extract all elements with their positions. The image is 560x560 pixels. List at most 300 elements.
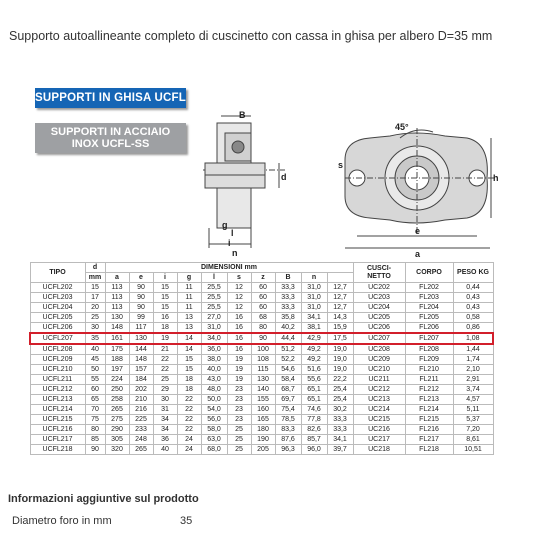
table-cell: 12,7 [327,293,353,303]
table-cell: 113 [105,303,129,313]
subheader-s: s [227,273,251,283]
table-cell: 5,11 [453,405,493,415]
table-cell: 14 [177,333,201,344]
label-e: e [415,226,421,236]
table-row [30,365,493,375]
table-cell: 202 [129,385,153,395]
supporti-acciaio-inox-button[interactable] [35,123,186,153]
table-cell: 25 [85,313,105,323]
table-cell: 157 [129,365,153,375]
table-cell: 33,3 [275,293,301,303]
table-cell: 8,61 [453,435,493,445]
table-cell: UCFL212 [30,385,85,395]
supporti-ghisa-button[interactable]: SUPPORTI IN GHISA UCFL [35,88,186,108]
info-diametro-value: 35 [180,515,193,527]
table-cell: FL213 [405,395,453,405]
table-cell: FL206 [405,323,453,334]
table-cell: FL205 [405,313,453,323]
table-cell: 320 [105,445,129,455]
table-cell: 60 [251,303,275,313]
table-cell: 78,5 [275,415,301,425]
table-cell: 15,9 [327,323,353,334]
table-cell: 19 [227,355,251,365]
table-cell: 58,4 [275,375,301,385]
table-cell: 250 [105,385,129,395]
table-cell: 49,2 [301,344,327,355]
table-cell: UC212 [353,385,405,395]
table-cell: 3,74 [453,385,493,395]
table-cell: 108 [251,355,275,365]
table-cell: 19,0 [327,355,353,365]
table-cell: 233 [129,425,153,435]
table-cell: 96,0 [301,445,327,455]
table-cell: 30,2 [327,405,353,415]
table-cell: 82,6 [301,425,327,435]
table-cell: 0,44 [453,283,493,293]
table-cell: 33,3 [275,283,301,293]
table-cell: FL216 [405,425,453,435]
header-cuscinetto: CUSCI- NETTO [353,263,405,283]
table-cell: 34,0 [201,333,227,344]
table-cell: 25,5 [201,293,227,303]
table-cell: 184 [129,375,153,385]
table-cell: 36 [153,435,177,445]
table-cell: 51,2 [275,344,301,355]
table-cell: 15 [153,293,177,303]
table-cell: 70 [85,405,105,415]
table-cell: UC211 [353,375,405,385]
table-cell: FL208 [405,344,453,355]
label-a: a [415,249,421,258]
table-cell: UC202 [353,283,405,293]
table-cell: 90 [129,293,153,303]
table-cell: 68 [251,313,275,323]
label-g: g [222,220,228,230]
table-cell: 1,08 [453,333,493,344]
table-cell: 55,6 [301,375,327,385]
table-cell: 16 [227,333,251,344]
table-cell: 100 [251,344,275,355]
table-cell: 113 [105,293,129,303]
table-cell: 51,6 [301,365,327,375]
table-cell: UC203 [353,293,405,303]
table-cell: UCFL204 [30,303,85,313]
table-cell: 22 [177,415,201,425]
table-cell: 24 [177,445,201,455]
table-cell: 39,7 [327,445,353,455]
table-cell: FL211 [405,375,453,385]
table-cell: 40,2 [275,323,301,334]
table-cell: 12,7 [327,283,353,293]
table-cell: 50 [85,365,105,375]
table-cell: 65,1 [301,395,327,405]
table-cell: 15 [177,355,201,365]
table-cell: 45 [85,355,105,365]
table-cell: 90 [85,445,105,455]
table-row [30,435,493,445]
table-cell: FL204 [405,303,453,313]
table-cell: 130 [251,375,275,385]
table-cell: 58,0 [201,425,227,435]
table-cell: 90 [129,303,153,313]
table-cell: UCFL217 [30,435,85,445]
table-cell: UCFL211 [30,375,85,385]
subheader-z: z [251,273,275,283]
subheader-n: n [301,273,327,283]
label-h: h [493,173,499,183]
table-cell: 96,3 [275,445,301,455]
table-cell: 15 [153,303,177,313]
table-cell: FL210 [405,365,453,375]
table-cell: 188 [105,355,129,365]
table-cell: 31 [153,405,177,415]
table-cell: FL214 [405,405,453,415]
table-cell: 24 [177,435,201,445]
table-row [30,405,493,415]
label-B: B [239,110,246,120]
table-cell: 21 [153,344,177,355]
table-cell: 0,43 [453,303,493,313]
table-cell: 25,4 [327,385,353,395]
table-cell: 197 [105,365,129,375]
table-cell: 161 [105,333,129,344]
table-cell: 38,1 [301,323,327,334]
table-cell: 36,0 [201,344,227,355]
table-cell: 74,6 [301,405,327,415]
table-cell: 12 [227,303,251,313]
table-cell: UC215 [353,415,405,425]
table-cell: UC213 [353,395,405,405]
table-row [30,385,493,395]
table-cell: FL207 [405,333,453,344]
acciaio-label-line1: SUPPORTI IN ACCIAIO [50,126,171,138]
table-cell: 11 [177,293,201,303]
table-cell: 68,7 [275,385,301,395]
header-tipo: TIPO [30,263,85,283]
table-cell: 23 [227,395,251,405]
table-cell: 27,0 [201,313,227,323]
table-cell: 65,1 [301,385,327,395]
table-cell: 180 [251,425,275,435]
table-cell: 190 [251,435,275,445]
table-cell: 19,0 [327,365,353,375]
label-d: d [281,172,287,182]
table-cell: 22 [177,405,201,415]
table-cell: 275 [105,415,129,425]
table-cell: FL212 [405,385,453,395]
table-cell: 216 [129,405,153,415]
label-s: s [338,160,344,170]
table-row [30,323,493,334]
table-cell: 1,74 [453,355,493,365]
table-row [30,313,493,323]
table-cell: 43,0 [201,375,227,385]
table-cell: 1,44 [453,344,493,355]
table-row [30,283,493,293]
table-cell: 155 [251,395,275,405]
label-l: l [231,228,234,238]
technical-drawing [195,108,500,258]
table-cell: 19 [227,365,251,375]
table-cell: 0,43 [453,293,493,303]
table-cell: 0,58 [453,313,493,323]
table-cell: 15 [177,365,201,375]
table-cell: 33,3 [275,303,301,313]
table-cell: 148 [105,323,129,334]
table-cell: 63,0 [201,435,227,445]
table-cell: 31,0 [301,283,327,293]
table-cell: 225 [129,415,153,425]
table-cell: 165 [251,415,275,425]
table-cell: 15 [85,283,105,293]
table-cell: 54,0 [201,405,227,415]
table-cell: UC204 [353,303,405,313]
table-cell: UC214 [353,405,405,415]
table-cell: 17 [85,293,105,303]
table-cell: UC217 [353,435,405,445]
table-cell: UCFL203 [30,293,85,303]
table-row [30,375,493,385]
table-cell: 75,4 [275,405,301,415]
table-cell: 34,1 [327,435,353,445]
table-cell: UC210 [353,365,405,375]
table-cell: 265 [105,405,129,415]
table-cell: 34 [153,425,177,435]
table-cell: UCFL210 [30,365,85,375]
table-cell: 113 [105,283,129,293]
label-angle: 45° [395,122,409,132]
table-cell: 148 [129,355,153,365]
table-cell: 144 [129,344,153,355]
table-cell: 31,0 [301,293,327,303]
table-cell: 10,51 [453,445,493,455]
table-cell: 16 [153,313,177,323]
label-n: n [232,248,238,258]
table-cell: 25 [227,435,251,445]
table-cell: 35 [85,333,105,344]
table-cell: 80 [251,323,275,334]
table-cell: 22 [153,365,177,375]
table-cell: 22 [177,395,201,405]
table-cell: 305 [105,435,129,445]
table-row [30,333,493,344]
table-cell: 22 [153,355,177,365]
header-corpo: CORPO [405,263,453,283]
table-cell: 68,0 [201,445,227,455]
table-cell: 7,20 [453,425,493,435]
label-i: i [228,238,231,248]
table-cell: 140 [251,385,275,395]
header-peso: PESO KG [453,263,493,283]
table-cell: 31,0 [201,323,227,334]
table-cell: 30 [153,395,177,405]
table-cell: 60 [251,293,275,303]
table-cell: 0,86 [453,323,493,334]
info-title: Informazioni aggiuntive sul prodotto [8,493,199,505]
side-view [203,116,285,248]
table-cell: 19 [227,375,251,385]
table-cell: 34,1 [301,313,327,323]
table-cell: 56,0 [201,415,227,425]
table-cell: 40 [153,445,177,455]
table-cell: 50,0 [201,395,227,405]
subheader-i: i [153,273,177,283]
table-cell: 5,37 [453,415,493,425]
table-cell: 11 [177,303,201,313]
table-cell: 12 [227,293,251,303]
table-row [30,293,493,303]
table-cell: 115 [251,365,275,375]
table-cell: 11 [177,283,201,293]
table-cell: 40 [85,344,105,355]
table-cell: 210 [129,395,153,405]
table-row [30,445,493,455]
table-cell: UC216 [353,425,405,435]
table-cell: FL203 [405,293,453,303]
header-d-unit: mm [85,273,105,283]
table-cell: UCFL215 [30,415,85,425]
table-cell: 29 [153,385,177,395]
table-cell: 224 [105,375,129,385]
table-cell: 30 [85,323,105,334]
table-cell: 22 [177,425,201,435]
table-cell: 42,9 [301,333,327,344]
table-cell: 25,5 [201,303,227,313]
table-cell: 117 [129,323,153,334]
header-dimensioni: DIMENSIONI mm [105,263,353,273]
table-row [30,425,493,435]
table-cell: FL215 [405,415,453,425]
table-cell: 99 [129,313,153,323]
subheader-l: l [201,273,227,283]
table-cell: 80 [85,425,105,435]
table-cell: 55 [85,375,105,385]
table-cell: UCFL205 [30,313,85,323]
table-cell: 17,5 [327,333,353,344]
table-cell: FL217 [405,435,453,445]
table-cell: 15 [153,283,177,293]
table-cell: 40,0 [201,365,227,375]
table-cell: 13 [177,313,201,323]
table-cell: 19,0 [327,344,353,355]
table-cell: 75 [85,415,105,425]
table-cell: 16 [227,313,251,323]
table-cell: 4,57 [453,395,493,405]
table-cell: 34 [153,415,177,425]
table-cell: 12,7 [327,303,353,313]
table-cell: 13 [177,323,201,334]
table-cell: 14 [177,344,201,355]
table-cell: 49,2 [301,355,327,365]
table-cell: UCFL209 [30,355,85,365]
table-cell: 12 [227,283,251,293]
table-cell: 18 [177,375,201,385]
table-cell: 25 [153,375,177,385]
table-cell: 90 [251,333,275,344]
table-cell: 33,3 [327,425,353,435]
info-diametro-label: Diametro foro in mm [12,515,112,527]
subheader-a: a [105,273,129,283]
table-cell: 2,91 [453,375,493,385]
table-cell: 60 [251,283,275,293]
table-cell: UC209 [353,355,405,365]
table-cell: 48,0 [201,385,227,395]
table-cell: 60 [85,385,105,395]
subheader-B: B [275,273,301,283]
table-cell: 83,3 [275,425,301,435]
table-cell: UC218 [353,445,405,455]
table-cell: UCFL216 [30,425,85,435]
subheader-g: g [177,273,201,283]
table-cell: 25 [227,425,251,435]
table-row [30,344,493,355]
table-cell: 23 [227,385,251,395]
table-cell: 14,3 [327,313,353,323]
table-cell: UC207 [353,333,405,344]
subheader-e: e [129,273,153,283]
table-row [30,415,493,425]
table-cell: FL209 [405,355,453,365]
table-cell: 130 [105,313,129,323]
table-cell: 23 [227,405,251,415]
table-cell: 160 [251,405,275,415]
table-cell: 85,7 [301,435,327,445]
table-cell: 90 [129,283,153,293]
table-cell: 16 [227,344,251,355]
table-row [30,303,493,313]
table-cell: 22,2 [327,375,353,385]
table-cell: 2,10 [453,365,493,375]
table-cell: 23 [227,415,251,425]
table-cell: 248 [129,435,153,445]
table-cell: 25,5 [201,283,227,293]
table-cell: UCFL214 [30,405,85,415]
table-cell: UC206 [353,323,405,334]
table-row [30,395,493,405]
table-cell: 25 [227,445,251,455]
table-cell: FL218 [405,445,453,455]
dimensions-table [29,262,494,455]
table-cell: 258 [105,395,129,405]
table-cell: UCFL207 [30,333,85,344]
table-cell: UC208 [353,344,405,355]
product-title: Supporto autoallineante completo di cuscinetto con cassa in ghisa per albero D=35 mm [9,29,493,43]
table-cell: 52,2 [275,355,301,365]
table-cell: 205 [251,445,275,455]
table-cell: 20 [85,303,105,313]
table-cell: UC205 [353,313,405,323]
table-cell: 265 [129,445,153,455]
table-cell: 77,8 [301,415,327,425]
table-cell: UCFL208 [30,344,85,355]
table-cell: FL202 [405,283,453,293]
table-cell: 25,4 [327,395,353,405]
table-cell: 87,6 [275,435,301,445]
table-cell: 18 [177,385,201,395]
table-cell: 69,7 [275,395,301,405]
table-cell: 18 [153,323,177,334]
table-cell: 65 [85,395,105,405]
table-cell: 31,0 [301,303,327,313]
header-d: d [85,263,105,273]
table-row [30,355,493,365]
table-cell: 85 [85,435,105,445]
table-cell: 16 [227,323,251,334]
acciaio-label-line2: INOX UCFL-SS [71,138,150,150]
table-cell: 38,0 [201,355,227,365]
table-cell: UCFL202 [30,283,85,293]
table-cell: 290 [105,425,129,435]
